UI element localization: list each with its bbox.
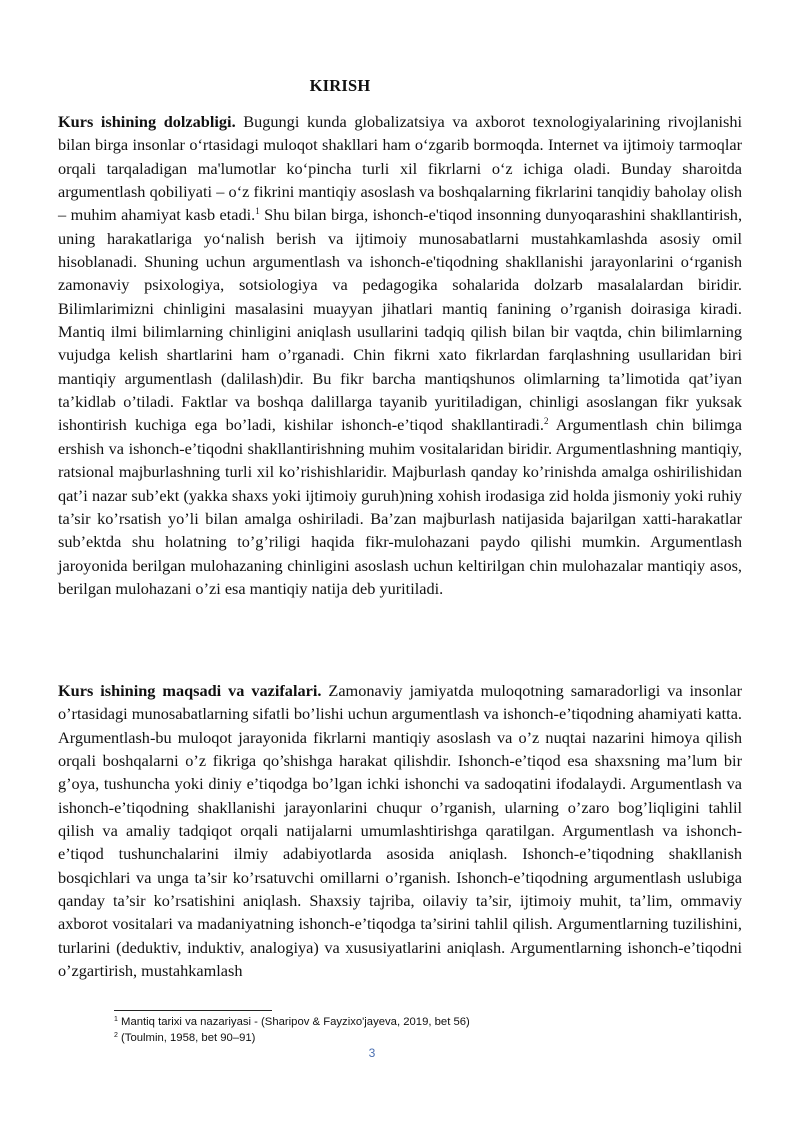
footnotes — [114, 1014, 470, 1046]
footnote-separator — [114, 1010, 272, 1011]
footnote-2 — [114, 1030, 470, 1046]
goals-text: Zamonaviy jamiyatda muloqotning samaradorligi va insonlar o’rtasidagi munosabatlarning sifatli bo’lishi uchun argumentlash va ishonch-e’tiqodning ahamiyati katta. Argumentlash-bu muloqot jarayonida fikrlarni mantiqiy asoslash va o’z nuqtai nazarini himoya qilish orqali boshqalarni o’z fikriga qo’shishga harakat qilishdir. Ishonch-e’tiqod esa shaxsning ma’lum bir g’oya, tushuncha yoki diniy e’tiqodga bo’lgan ichki ishonchi va sadoqatini ifodalaydi. Argumentlash va ishonch-e’tiqodning shakllanishi jarayonlarini chuqur o’rganish, ularning o’zaro bog’liqligini tahlil qilish va amaliy tadqiqot orqali natijalarni umumlashtirishga qaratilgan. Argumentlash va ishonch-e’tiqod tushunchalarini ilmiy adabiyotlarda asosida aniqlash. Ishonch-e’tiqodning shakllanish bosqichlari va unga ta’sir ko’rsatuvchi omillarni o’rganish. Ishonch-e’tiqodning argumentlash uslubiga qanday ta’sir ko’rsatishini aniqlash. Shaxsiy tajriba, oilaviy ta’sir, ijtimoiy muhit, ta’lim, ommaviy axborot vositalari va madaniyatning ishonch-e’tiqodga ta’sirini tahlil qilish. Argumentlarning tuzilishini, turlarini (deduktiv, induktiv, analogiya) va xususiyatlarini aniqlash. Argumentlarning ishonch-e’tiqodni o’zgartirish, mustahkamlash — [58, 681, 742, 981]
paragraph-goals — [58, 679, 742, 982]
goals-heading: Kurs ishining maqsadi va vazifalari. — [58, 681, 322, 700]
page-title: KIRISH — [309, 76, 371, 95]
relevance-text-b: Shu bilan birga, ishonch-e'tiqod insonning dunyoqarashini shakllantirish, uning harakatlariga yoʻnalish berish va ijtimoiy munosabatlarni mustahkamlashda asosiy omil hisoblanadi. Shuning uchun argumentlash va ishonch-e'tiqodning shakllanishi jarayonlarini oʻrganish zamonaviy psixologiya, sotsiologiya va pedagogika sohalarida dolzarb masalalardan biridir. Bilimlarimizni chinligini masalasini muayyan jihatlari mantiq fanining o’rganish doirasiga kiradi. Mantiq ilmi bilimlarning chinligini aniqlash usullarini tadqiq qilish bilan bir vaqtda, chin bilimlarning vujudga kelish shartlarini ham o’rganadi. Chin fikrni xato fikrlardan farqlashning usullaridan biri mantiqiy argumentlash (dalilash)dir. Bu fikr barcha mantiqshunos olimlarning ta’limotida qat’iyan ta’kidlab o’tiladi. Faktlar va boshqa dalillarga tayanib yuritiladigan, chinligi asoslangan fikr yuksak ishontirish kuchiga ega bo’ladi, kishilar ishonch-e’tiqod shakllantiradi. — [58, 205, 743, 435]
footnote-ref-1[interactable]: 1 — [255, 206, 260, 217]
paragraph-relevance — [58, 110, 742, 600]
footnote-mark-2: 2 — [114, 1032, 118, 1039]
footnote-1 — [114, 1014, 470, 1030]
relevance-text-c: Argumentlash chin bilimga ershish va ishonch-e’tiqodni shakllantirishning muhim vositalaridan biridir. Argumentlashning mantiqiy, ratsional majburlashning turli xil ko’rishishlaridir. Majburlash qanday ko’rinishda amalga oshirilishidan qat’i nazar sub’ekt (yakka shaxs yoki ijtimoiy guruh)ning xohish irodasiga zid holda jismoniy yoki ruhiy ta’sir ko’rsatish yo’li bilan amalga oshiriladi. Ba’zan majburlash natijasida bajarilgan xatti-harakatlar sub’ektda shu holatning to’g’riligi haqida fikr-mulohazani paydo qilishi mumkin. Argumentlash jaroyonida berilgan mulohazaning chinligini asoslash uchun keltirilgan chin mulohazalar mantiqiy asos, berilgan mulohazani o’zi esa mantiqiy natija deb yuritiladi. — [58, 415, 742, 598]
footnote-mark-1: 1 — [114, 1016, 118, 1023]
footnote-text-2: (Toulmin, 1958, bet 90–91) — [117, 1032, 256, 1044]
relevance-heading: Kurs ishining dolzabligi. — [58, 112, 236, 131]
footnote-text-1: Mantiq tarixi va nazariyasi - (Sharipov & Fayzixo'jayeva, 2019, bet 56) — [117, 1016, 470, 1028]
page-number: 3 — [368, 1046, 376, 1060]
footnote-ref-2[interactable]: 2 — [543, 416, 549, 427]
relevance-text-a: Bugungi kunda globalizatsiya va axborot texnologiyalarining rivojlanishi bilan birga insonlar oʻrtasidagi muloqot shakllari ham oʻzgarib bormoqda. Internet va ijtimoiy tarmoqlar orqali tarqaladigan ma'lumotlar koʻpincha turli xil fikrlarni oʻz ichiga oladi. Bunday sharoitda argumentlash qobiliyati – oʻz fikrini mantiqiy asoslash va boshqalarning fikrlarini tanqidiy baholay olish – muhim ahamiyat kasb etadi. — [58, 112, 742, 225]
